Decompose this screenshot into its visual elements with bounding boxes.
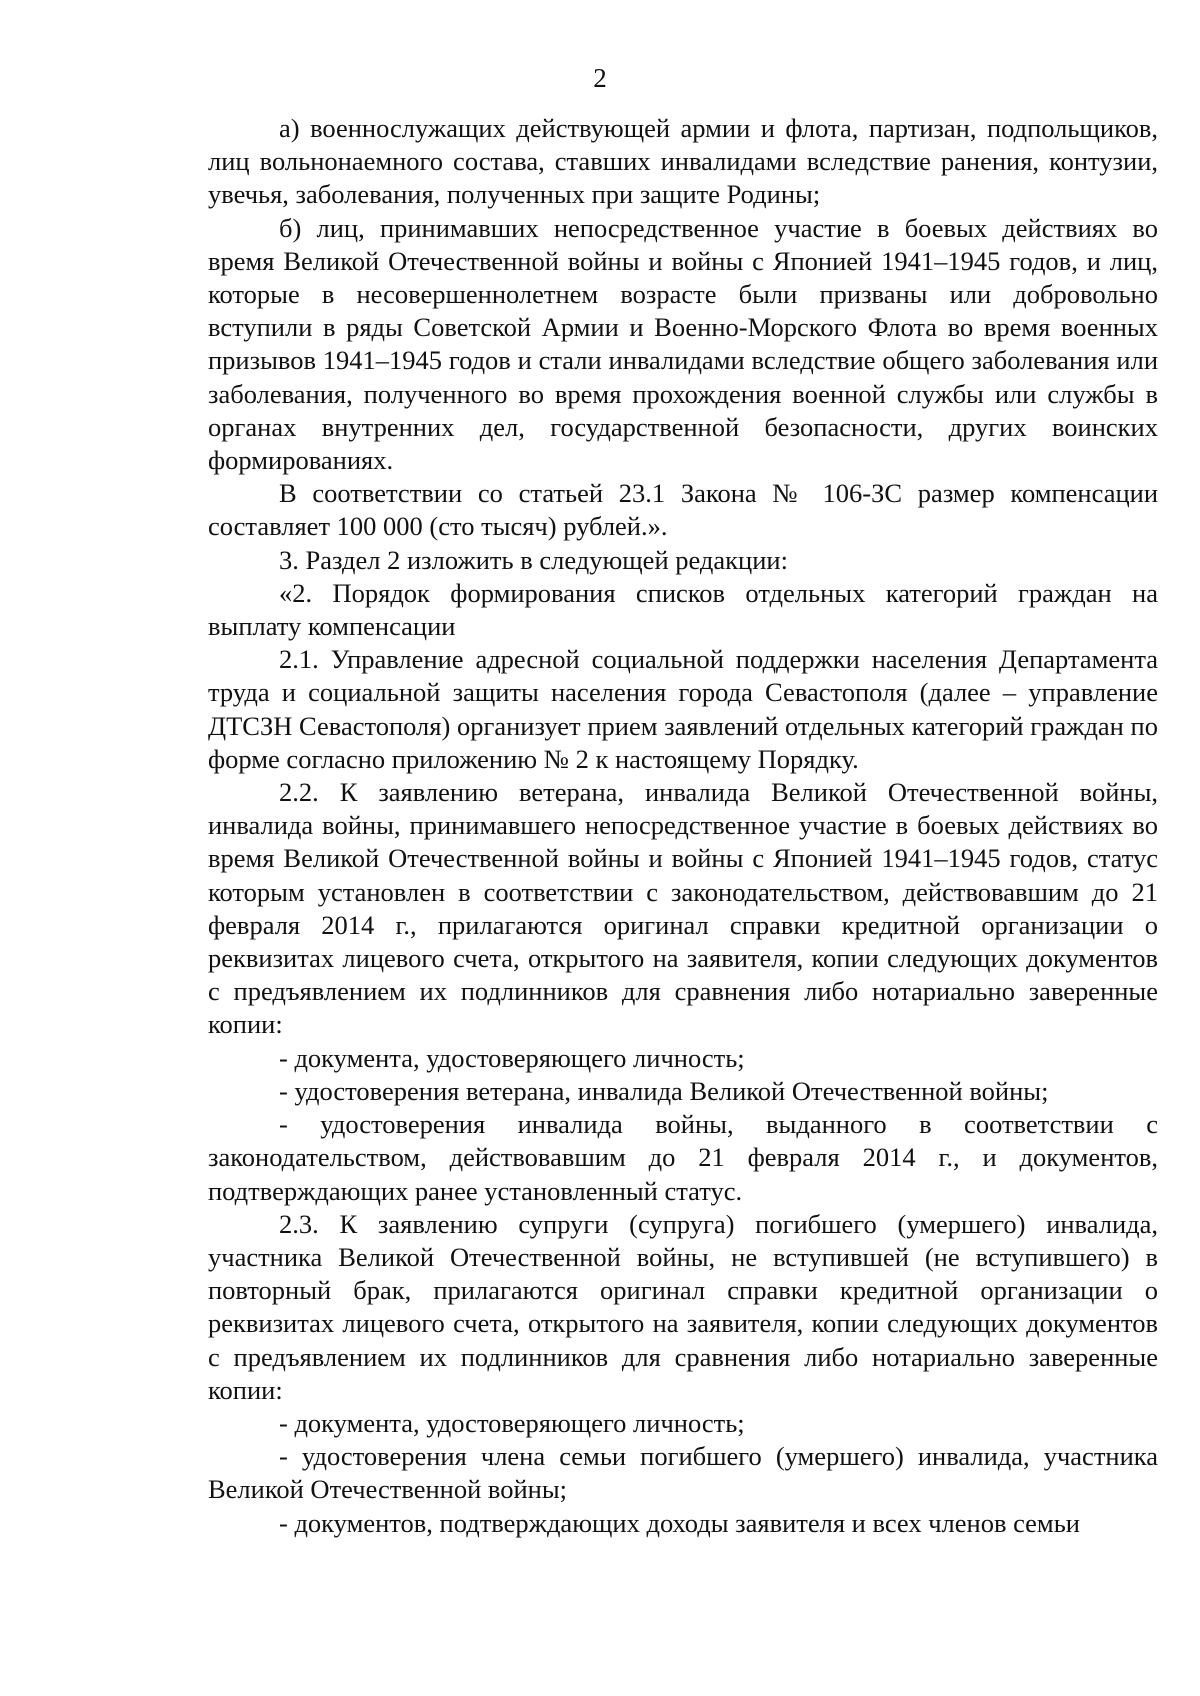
list-item: - документа, удостоверяющего личность; [279,1407,745,1438]
list-item: - удостоверения члена семьи погибшего (умершего) инвалида, участника Великой Отечественной войны; [208,1441,1158,1505]
paragraph-2-2: 2.2. К заявлению ветерана, инвалида Великой Отечественной войны, инвалида войны, принимавшего непосредственное участие в боевых действиях во время Великой Отечественной войны и войны с Японией 1941–1945 годов, статус которым установлен в соответствии с законодательством, действовавшим до 21 февраля 2014 г., прилагаются оригинал справки кредитной организации о реквизитах лицевого счета, открытого на заявителя, копии следующих документов с предъявлением их подлинников для сравнения либо нотариально заверенные копии: [208,777,1158,1040]
list-item: - удостоверения ветерана, инвалида Великой Отечественной войны; [279,1075,1049,1106]
paragraph-2-1: 2.1. Управление адресной социальной поддержки населения Департамента труда и социальной защиты населения города Севастополя (далее – управление ДТСЗН Севастополя) организует прием заявлений отдельных категорий граждан по форме согласно приложению № 2 к настоящему Порядку. [208,644,1158,774]
list-item: - документа, удостоверяющего личность; [279,1042,745,1073]
list-item: - документов, подтверждающих доходы заявителя и всех членов семьи [279,1507,1080,1538]
paragraph-item-a: а) военнослужащих действующей армии и флота, партизан, подпольщиков, лиц вольнонаемного состава, ставших инвалидами вследствие ранения, контузии, увечья, заболевания, полученных при защите Родины; [208,113,1158,210]
paragraph-2-3: 2.3. К заявлению супруги (супруга) погибшего (умершего) инвалида, участника Великой Отечественной войны, не вступившей (не вступившего) в повторный брак, прилагаются оригинал справки кредитной организации о реквизитах лицевого счета, открытого на заявителя, копии следующих документов с предъявлением их подлинников для сравнения либо нотариально заверенные копии: [208,1208,1158,1405]
page-number: 2 [593,63,607,93]
document-body [208,112,1158,1540]
list-item: - удостоверения инвалида войны, выданного в соответствии с законодательством, действовавшим до 21 февраля 2014 г., и документов, подтверждающих ранее установленный статус. [208,1109,1158,1206]
paragraph-point-3: 3. Раздел 2 изложить в следующей редакции: [279,544,788,575]
paragraph-item-b: б) лиц, принимавших непосредственное участие в боевых действиях во время Великой Отечественной войны и войны с Японией 1941–1945 годов, и лиц, которые в несовершеннолетнем возрасте были призваны или добровольно вступили в ряды Советской Армии и Военно-Морского Флота во время военных призывов 1941–1945 годов и стали инвалидами вследствие общего заболевания или заболевания, полученного во время прохождения военной службы или службы в органах внутренних дел, государственной безопасности, других воинских формированиях. [208,212,1158,476]
section-2-heading: «2. Порядок формирования списков отдельных категорий граждан на выплату компенсации [208,577,1158,642]
paragraph-compensation-amount: В соответствии со статьей 23.1 Закона № 106-ЗС размер компенсации составляет 100 000 (сто тысяч) рублей.». [208,478,1158,542]
